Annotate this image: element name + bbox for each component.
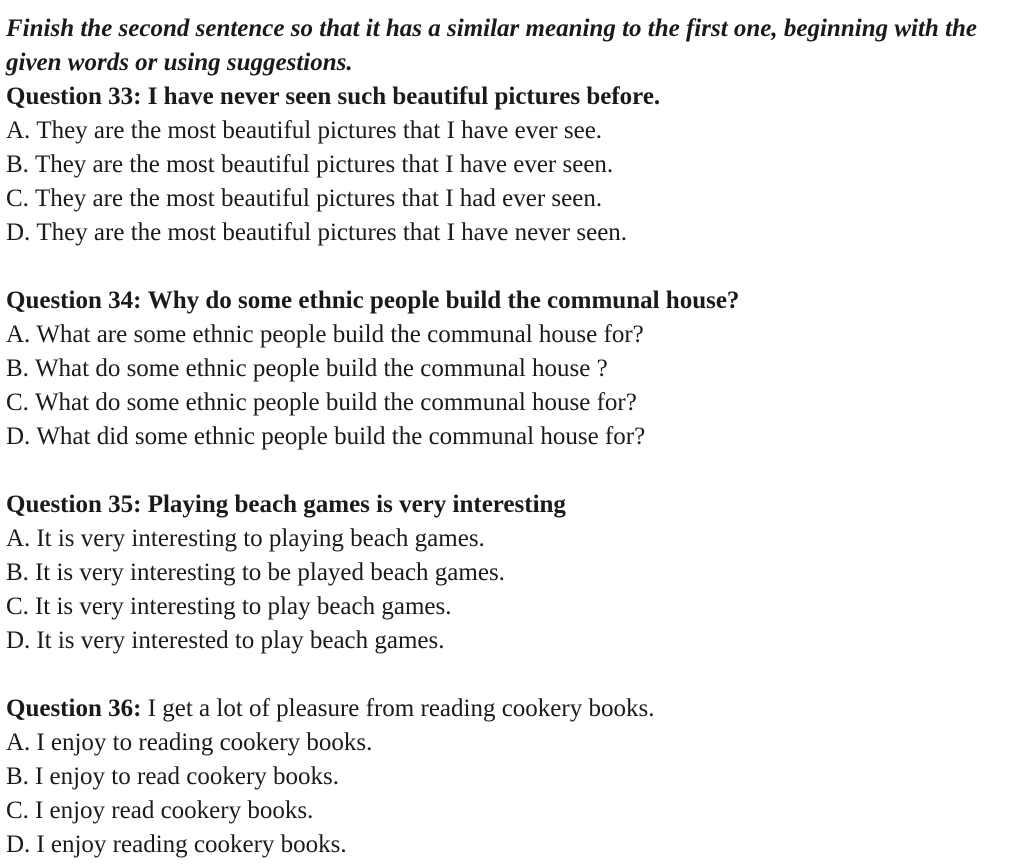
question-33 (6, 80, 1024, 250)
option-letter: D. (6, 423, 31, 450)
option-text: What do some ethnic people build the communal house ? (34, 355, 608, 382)
answer-option-d[interactable] (6, 828, 1024, 862)
instructions-text: Finish the second sentence so that it has a similar meaning to the first one, beginning with the given words or using suggestions. (6, 15, 978, 76)
question-prompt (6, 80, 1024, 114)
option-text: What are some ethnic people build the communal house for? (36, 321, 644, 348)
option-letter: B. (6, 355, 29, 382)
option-letter: D. (6, 219, 31, 246)
question-text: Why do some ethnic people build the communal house? (147, 287, 740, 314)
option-text: It is very interested to play beach games. (36, 627, 445, 654)
option-letter: B. (6, 559, 29, 586)
question-prompt (6, 488, 1024, 522)
question-label: Question 36: (6, 695, 142, 722)
answer-option-c[interactable] (6, 590, 1024, 624)
answer-option-d[interactable] (6, 216, 1024, 250)
option-letter: C. (6, 185, 29, 212)
option-text: What do some ethnic people build the communal house for? (34, 389, 637, 416)
option-letter: D. (6, 627, 31, 654)
option-text: They are the most beautiful pictures that I have ever seen. (34, 151, 614, 178)
answer-options (6, 522, 1024, 658)
answer-options (6, 114, 1024, 250)
option-text: What did some ethnic people build the communal house for? (36, 423, 646, 450)
answer-option-d[interactable] (6, 420, 1024, 454)
option-text: They are the most beautiful pictures that I had ever seen. (34, 185, 603, 212)
answer-options (6, 726, 1024, 862)
option-letter: A. (6, 525, 31, 552)
answer-option-b[interactable] (6, 352, 1024, 386)
answer-option-b[interactable] (6, 556, 1024, 590)
answer-option-b[interactable] (6, 148, 1024, 182)
questions-list (6, 80, 1024, 862)
question-34 (6, 284, 1024, 454)
answer-options (6, 318, 1024, 454)
option-text: They are the most beautiful pictures that I have never seen. (36, 219, 628, 246)
question-label: Question 33: (6, 83, 142, 110)
option-text: It is very interesting to be played beach games. (34, 559, 505, 586)
option-text: I enjoy reading cookery books. (36, 831, 347, 858)
question-label: Question 35: (6, 491, 142, 518)
option-text: It is very interesting to playing beach games. (36, 525, 485, 552)
option-letter: D. (6, 831, 31, 858)
option-text: I enjoy to read cookery books. (34, 763, 340, 790)
option-letter: B. (6, 763, 29, 790)
answer-option-b[interactable] (6, 760, 1024, 794)
question-36 (6, 692, 1024, 862)
answer-option-d[interactable] (6, 624, 1024, 658)
option-text: It is very interesting to play beach games. (34, 593, 452, 620)
option-letter: B. (6, 151, 29, 178)
answer-option-c[interactable] (6, 386, 1024, 420)
question-prompt (6, 692, 1024, 726)
answer-option-a[interactable] (6, 726, 1024, 760)
option-letter: C. (6, 593, 29, 620)
answer-option-a[interactable] (6, 114, 1024, 148)
option-letter: A. (6, 321, 31, 348)
option-text: They are the most beautiful pictures that I have ever see. (36, 117, 603, 144)
option-letter: C. (6, 389, 29, 416)
question-prompt (6, 284, 1024, 318)
question-text: Playing beach games is very interesting (147, 491, 566, 518)
question-35 (6, 488, 1024, 658)
option-letter: C. (6, 797, 29, 824)
question-text: I get a lot of pleasure from reading cookery books. (147, 695, 655, 722)
option-text: I enjoy read cookery books. (34, 797, 314, 824)
option-letter: A. (6, 117, 31, 144)
option-text: I enjoy to reading cookery books. (36, 729, 373, 756)
option-letter: A. (6, 729, 31, 756)
answer-option-a[interactable] (6, 318, 1024, 352)
answer-option-c[interactable] (6, 794, 1024, 828)
answer-option-c[interactable] (6, 182, 1024, 216)
question-label: Question 34: (6, 287, 142, 314)
question-text: I have never seen such beautiful pictures before. (147, 83, 661, 110)
answer-option-a[interactable] (6, 522, 1024, 556)
